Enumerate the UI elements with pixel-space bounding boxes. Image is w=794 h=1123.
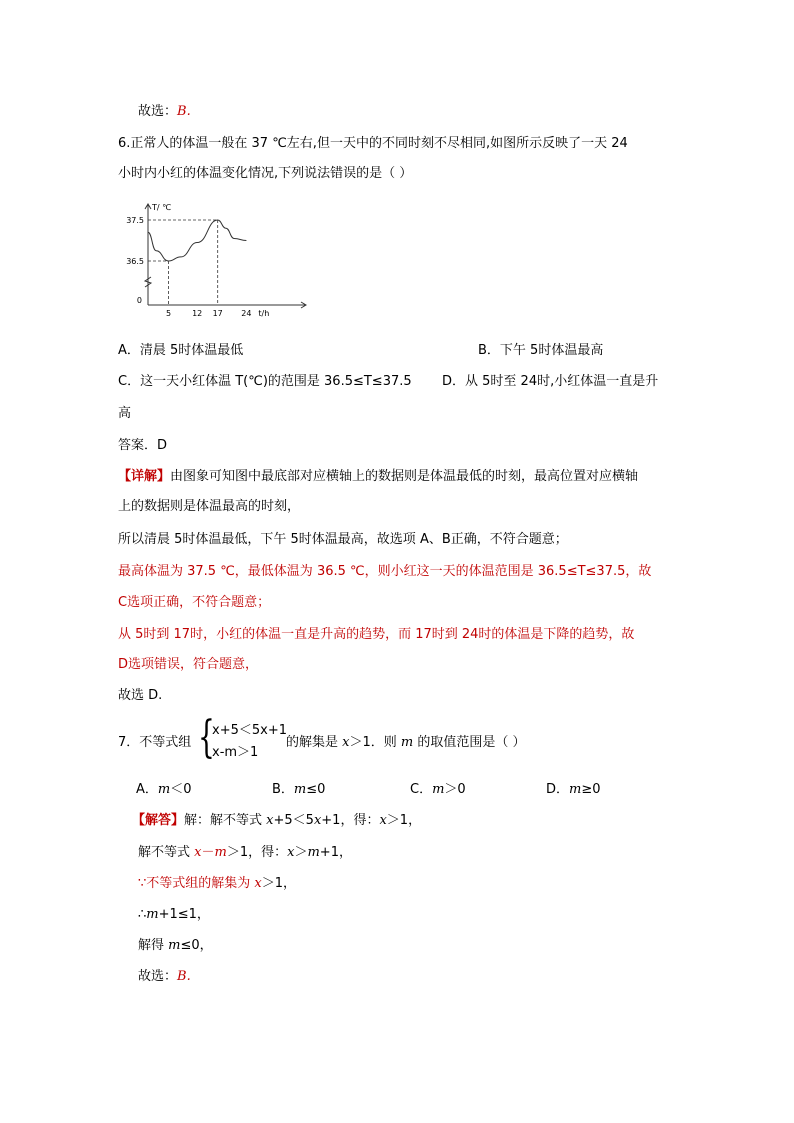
q7-option-b — [272, 781, 325, 799]
option-letter: B． — [272, 782, 294, 797]
option-letter: C． — [410, 782, 433, 797]
y-tick-label: 37.5 — [126, 216, 144, 225]
q6-detail-line5: C选项正确，不符合题意； — [118, 595, 271, 610]
q7-solution-line1: 【解答】解：解不等式 x+5＜5x+1，得：x＞1， — [132, 813, 422, 828]
option-rel: ＜0 — [170, 782, 192, 797]
q6-answer: 答案．D — [118, 438, 168, 453]
x-tick-label: 17 — [212, 309, 223, 318]
y-axis-label: T/ ℃ — [152, 203, 172, 212]
detail-label: 【详解】 — [118, 469, 171, 484]
prev-answer-choice: B. — [177, 104, 191, 119]
prev-answer — [138, 103, 191, 121]
q6-detail-line3: 所以清晨 5时体温最低，下午 5时体温最高，故选项 A、B正确，不符合题意； — [118, 532, 568, 547]
q6-detail-line2: 上的数据则是体温最高的时刻， — [118, 499, 301, 514]
option-rel: ≥0 — [581, 782, 601, 797]
y-tick-label: 36.5 — [126, 257, 144, 266]
q7-option-c — [410, 781, 466, 799]
q6-detail-line1 — [118, 468, 638, 486]
q6-conclusion: 故选 D. — [118, 688, 163, 703]
q6-option-b: B．下午 5时体温最高 — [478, 343, 604, 358]
q6-option-d-line1: D．从 5时至 24时,小红体温一直是升 — [442, 374, 659, 389]
x-tick-label: 5 — [165, 309, 172, 318]
inequality-1: x+5＜5x+1 — [212, 723, 287, 738]
q7-prefix: 7．不等式组 — [118, 735, 192, 750]
option-var: m — [293, 782, 307, 797]
x-axis-label: t/h — [258, 309, 270, 318]
q7-suffix — [286, 734, 525, 752]
option-letter: A． — [136, 782, 158, 797]
q6-stem-line2: 小时内小红的体温变化情况,下列说法错误的是（ ） — [118, 166, 413, 181]
option-rel: ≤0 — [306, 782, 326, 797]
q6-option-d-line2: 高 — [118, 406, 132, 421]
q7-suffix-a: 的解集是 — [286, 735, 343, 750]
inequality-2: x-m＞1 — [212, 745, 259, 760]
q7-solution-line5: 解得 m≤0， — [138, 938, 213, 953]
q6-detail-line6: 从 5时到 17时，小红的体温一直是升高的趋势，而 17时到 24时的体温是下降的趋势，故 — [118, 627, 635, 642]
x-tick-label: 12 — [192, 309, 203, 318]
brace-symbol: { — [198, 712, 215, 763]
chart-series-line — [148, 220, 246, 261]
q7-suffix-c: 的取值范围是（ ） — [413, 735, 526, 750]
q6-stem-line1: 6.正常人的体温一般在 37 ℃左右,但一天中的不同时刻不尽相同,如图所示反映了一天 24 — [118, 136, 628, 151]
q7-solution-line2: 解不等式 x－m＞1，得：x＞m+1， — [138, 845, 352, 860]
q7-solution-line6: 故选：B. — [138, 969, 191, 984]
q7-option-d — [546, 781, 601, 799]
q6-detail-line4: 最高体温为 37.5 ℃，最低体温为 36.5 ℃，则小红这一天的体温范围是 36.5≤T≤37.5，故 — [118, 564, 652, 579]
temperature-chart — [118, 198, 318, 323]
q7-var-x: x — [342, 735, 350, 750]
option-var: m — [432, 782, 445, 797]
q7-var-m: m — [400, 735, 414, 750]
option-var: m — [157, 782, 171, 797]
prev-answer-prefix: 故选： — [138, 104, 178, 119]
q7-solution-line4: ∴m+1≤1， — [138, 907, 210, 922]
option-rel: ＞0 — [444, 782, 466, 797]
inequality-system — [198, 712, 288, 766]
option-var: m — [569, 782, 582, 797]
y-axis-break — [145, 277, 151, 287]
q6-option-c: C．这一天小红体温 T(℃)的范围是 36.5≤T≤37.5 — [118, 374, 412, 389]
q7-solution-line3: ∵不等式组的解集为 x＞1， — [138, 876, 297, 891]
q7-option-a — [136, 781, 192, 799]
q7-suffix-b: ＞1．则 — [349, 735, 401, 750]
q6-detail-line7: D选项错误，符合题意， — [118, 657, 259, 672]
option-letter: D． — [546, 782, 570, 797]
x-tick-label: 24 — [241, 309, 252, 318]
detail-text-1: 由图象可知图中最底部对应横轴上的数据则是体温最低的时刻，最高位置对应横轴 — [170, 469, 639, 484]
origin-label: 0 — [136, 296, 142, 305]
solution-label: 【解答】 — [132, 813, 185, 828]
q6-option-a: A．清晨 5时体温最低 — [118, 343, 244, 358]
